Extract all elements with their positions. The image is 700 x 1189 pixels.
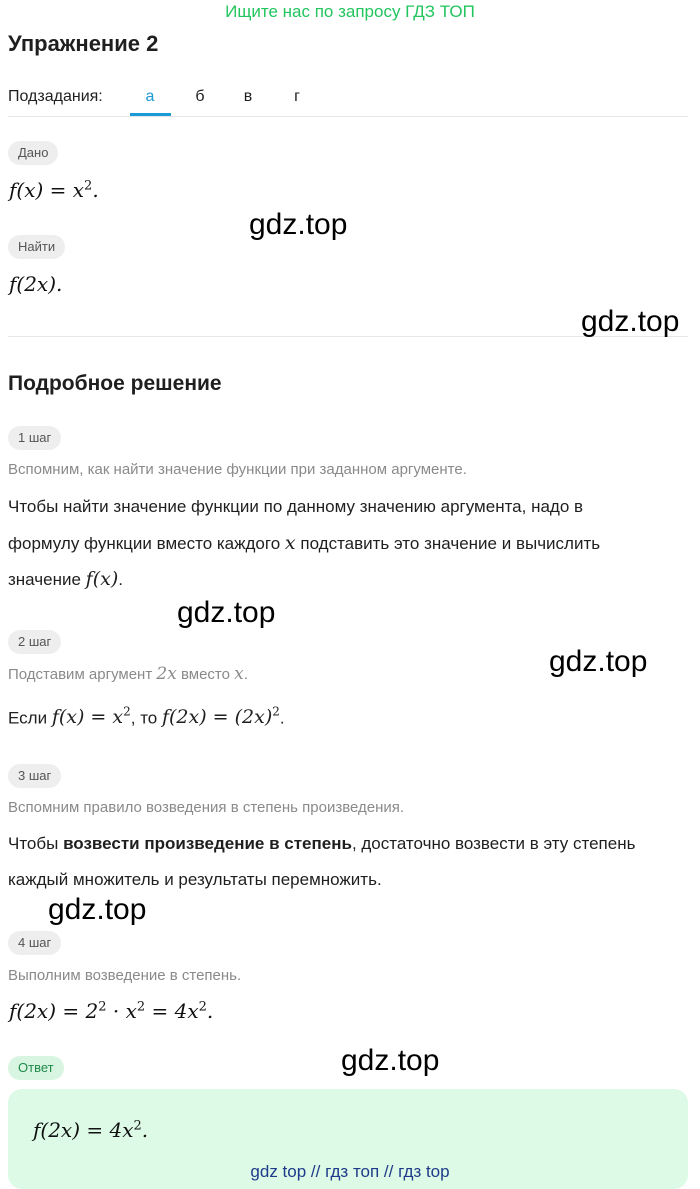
answer-exp: 2: [133, 1118, 142, 1134]
step-1-var-x: x: [284, 532, 296, 554]
step-4-exp-1: 2: [98, 999, 107, 1015]
step-2-hint-2x: 2x: [156, 664, 177, 684]
step-3-rule-bold: возвести произведение в степень: [63, 834, 352, 853]
tab-g[interactable]: г: [294, 88, 300, 105]
step-2-math-b: [162, 706, 280, 728]
step-4-hint: Выполним возведение в степень.: [8, 967, 242, 984]
step-2-hint-a: Подставим аргумент: [8, 666, 153, 683]
step-2-text: [8, 694, 285, 736]
step-1-line-3-b: .: [118, 570, 123, 589]
tabs-divider: [8, 116, 688, 117]
step-1-line-3-a: значение: [8, 570, 81, 589]
step-3-line-1: [8, 826, 635, 862]
step-3-line-2: каждый множитель и результаты перемножить.: [8, 870, 382, 889]
watermark: gdz.top: [581, 305, 680, 338]
tab-a[interactable]: а: [145, 88, 155, 105]
step-3-hint: Вспомним правило возведения в степень произведения.: [8, 799, 405, 816]
step-3-line-1-b: , достаточно возвести в эту степень: [351, 834, 636, 853]
step-4-exp-3: 2: [198, 999, 207, 1015]
step-4-f-a: f(2x) = 2: [9, 999, 99, 1023]
given-formula: [9, 178, 99, 202]
answer-badge: Ответ: [8, 1056, 64, 1080]
given-badge: Дано: [8, 141, 58, 165]
watermark: gdz.top: [48, 893, 147, 926]
step-2-hint: [8, 664, 248, 684]
step-1-hint: Вспомним, как найти значение функции при заданном аргументе.: [8, 461, 467, 478]
step-4-exp-2: 2: [136, 999, 146, 1015]
find-formula: f(2x).: [9, 272, 63, 296]
answer-formula-base: f(2x) = 4x: [33, 1118, 134, 1142]
given-formula-text: $f(x) = x^2$.: [9, 178, 99, 202]
step-2-text-a: Если: [8, 708, 48, 728]
step-4-formula: [9, 999, 213, 1023]
step-2-math-a-exp: 2: [123, 705, 131, 719]
step-2-math-a-base: f(x) = x: [51, 706, 124, 729]
solution-title: Подробное решение: [8, 372, 222, 395]
tab-v[interactable]: в: [243, 88, 253, 105]
step-1-line-3: [8, 561, 123, 598]
watermark: gdz.top: [177, 596, 276, 629]
step-4-f-c: = 4x: [145, 999, 199, 1023]
step-2-text-b: , то: [130, 708, 158, 728]
answer-formula: [33, 1118, 148, 1142]
step-2-badge: 2 шаг: [8, 630, 61, 654]
step-1-line-2: [8, 525, 600, 562]
step-4-badge: 4 шаг: [8, 931, 61, 955]
step-1-line-2-a: формулу функции вместо каждого: [8, 534, 281, 553]
step-3-line-1-a: Чтобы: [8, 834, 59, 853]
tab-b[interactable]: б: [195, 88, 205, 105]
promo-banner: Ищите нас по запросу ГДЗ ТОП: [225, 2, 475, 21]
watermark: gdz.top: [341, 1044, 440, 1077]
step-4-f-b: · x: [106, 999, 137, 1023]
page-title: Упражнение 2: [8, 31, 159, 56]
watermark: gdz.top: [549, 645, 648, 678]
answer-formula-end: .: [141, 1118, 149, 1142]
watermark: gdz.top: [249, 208, 348, 241]
footer-links: gdz top // гдз топ // гдз top: [250, 1162, 450, 1181]
step-1-badge: 1 шаг: [8, 426, 61, 450]
step-2-hint-c: .: [243, 666, 248, 683]
step-1-line-1: Чтобы найти значение функции по данному значению аргумента, надо в: [8, 497, 584, 516]
step-2-hint-b: вместо: [180, 666, 230, 683]
step-1-line-2-b: подставить это значение и вычислить: [300, 534, 601, 553]
step-4-f-d: .: [206, 999, 214, 1023]
step-2-text-c: .: [279, 708, 285, 728]
step-2-math-b-base: f(2x) = (2x): [161, 706, 273, 729]
step-1-fx: f(x): [85, 568, 119, 590]
subtasks-label: Подзадания:: [8, 88, 103, 105]
step-2-math-b-exp: 2: [272, 705, 280, 719]
find-badge: Найти: [8, 235, 65, 259]
step-2-math-a: [52, 706, 131, 728]
step-3-badge: 3 шаг: [8, 764, 61, 788]
step-2-hint-x: x: [234, 664, 244, 684]
